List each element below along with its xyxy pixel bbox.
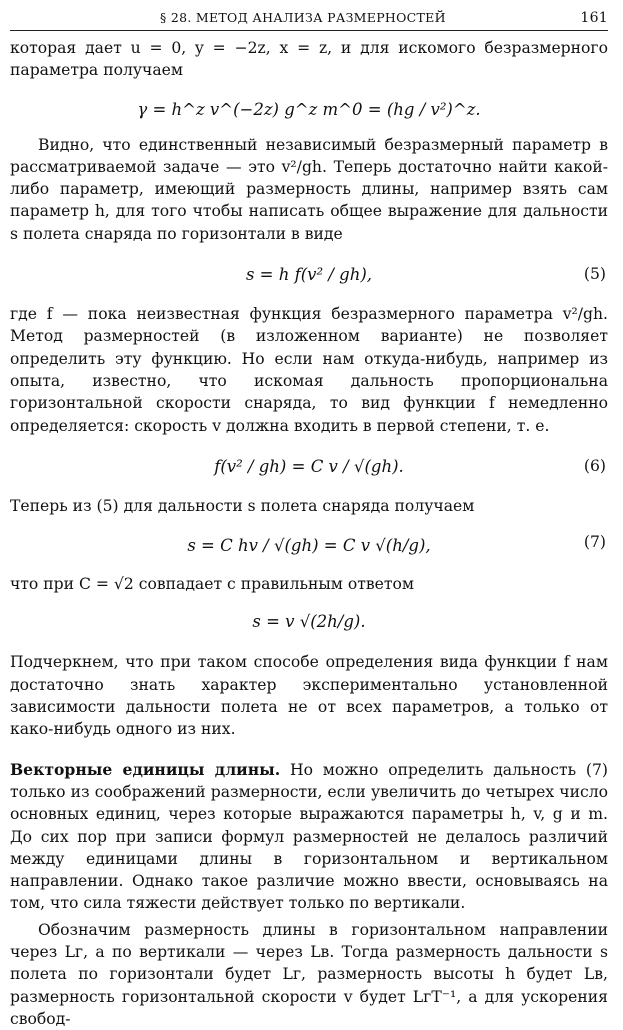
page-number: 161	[580, 10, 608, 26]
paragraph-1: которая дает u = 0, y = −2z, x = z, и для искомого безразмерного параметра получаем	[10, 39, 608, 80]
paragraph-3: где f — пока неизвестная функция безразмерного параметра v²/gh. Метод размерностей (в изложенном варианте) не позволяет определить эту функцию. Но если нам откуда-нибудь, например из опыта, известно, что искомая дальность пропорциональна горизонтальной скорости снаряда, то вид функции f немедленно определяется: скорость v должна входить в первой степени, т. е.	[10, 305, 608, 435]
paragraph-4: Теперь из (5) для дальности s полета снаряда получаем	[10, 496, 475, 515]
page-header	[10, 6, 608, 31]
equation-5-number: (5)	[583, 265, 606, 284]
equation-5-text: s = h f(v² / gh),	[245, 265, 373, 285]
equation-6-number: (6)	[583, 456, 606, 475]
equation-7	[10, 523, 608, 569]
running-title: § 28. МЕТОД АНАЛИЗА РАЗМЕРНОСТЕЙ	[160, 10, 446, 25]
paragraph-6: Подчеркнем, что при таком способе определения вида функции f нам достаточно знать характер экспериментально установленной зависимости дальности полета не от всех параметров, а только от како-нибудь одного из них.	[10, 653, 608, 739]
book-page	[10, 6, 608, 1030]
paragraph-5: что при C = √2 совпадает с правильным ответом	[10, 575, 415, 594]
equation-final-text: s = v √(2h/g).	[252, 612, 366, 632]
paragraph-2: Видно, что единственный независимый безразмерный параметр в рассматриваемой задаче — это v²/gh. Теперь достаточно найти какой-либо параметр, имеющий размерность длины, например взять сам параметр h, для того чтобы написать общее выражение для дальности s полета снаряда по горизонтали в виде	[10, 135, 608, 243]
equation-5	[10, 251, 608, 299]
equation-6-text: f(v² / gh) = C v / √(gh).	[214, 456, 404, 476]
run-in-heading: Векторные единицы длины.	[10, 759, 281, 779]
equation-final	[10, 599, 608, 645]
equation-gamma-text: γ = h^z v^(−2z) g^z m^0 = (hg / v²)^z.	[137, 99, 481, 119]
paragraph-8: Обозначим размерность длины в горизонтальном направлении через Lг, а по вертикали — через Lв. Тогда размерность дальности s полета по горизонтали будет Lг, размерность высоты h будет Lв, размерность горизонтальной скорости v будет LгT⁻¹, а для ускорения свобод-	[10, 920, 608, 1028]
paragraph-7-body: Но можно определить дальность (7) только из соображений размерности, если увеличить до четырех число основных единиц, через которые выражаются параметры h, v, g и m. До сих пор при записи формул размерностей не делалось различий между единицами длины в горизонтальном и вертикальном направлении. Однако такое различие можно ввести, основываясь на том, что сила тяжести действует только по вертикали.	[10, 760, 608, 913]
equation-gamma	[10, 88, 608, 132]
section-gap	[10, 741, 608, 759]
paragraph-7	[10, 759, 608, 915]
equation-7-number: (7)	[583, 533, 606, 552]
equation-6	[10, 443, 608, 491]
equation-7-text: s = C hv / √(gh) = C v √(h/g),	[187, 536, 431, 556]
